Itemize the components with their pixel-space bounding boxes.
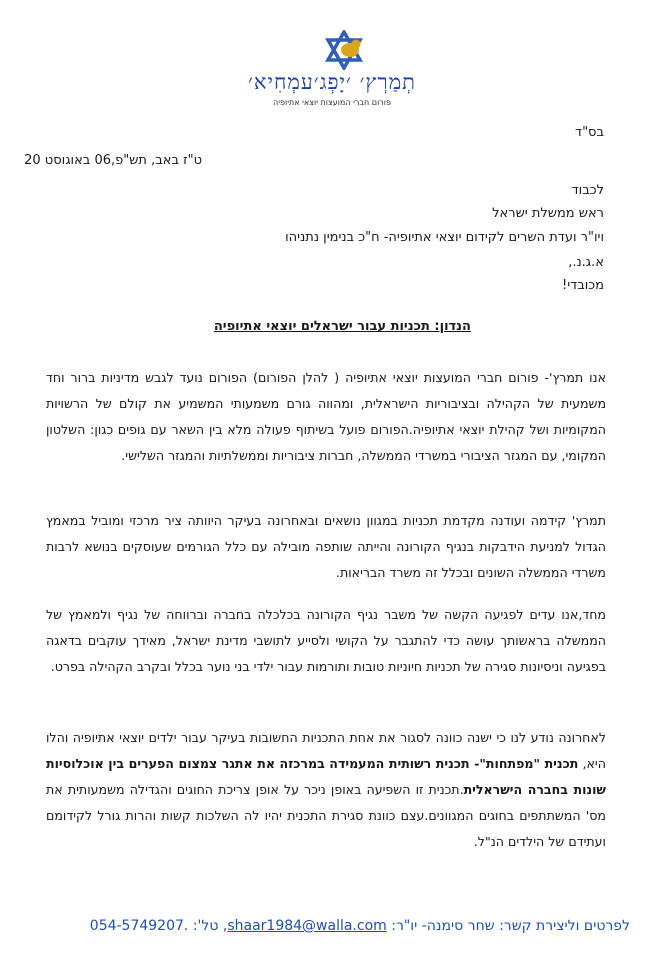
contact-phone: 054-5749207. — [89, 918, 189, 934]
paragraph-4-program: תכנית "מפתחות"- תכנית רשותית המעמידה במרכזה את אתגר צמצום הפערים בין אוכלוסיות שונות בחברה הישראלית — [46, 756, 606, 797]
recipient-line-2: ויו"ר ועדת השרים לקידום יוצאי אתיופיה- ח"כ בנימין נתניהו — [285, 230, 604, 245]
forum-logo — [228, 28, 436, 108]
contact-footer — [58, 918, 630, 934]
logo-subtitle: פורום חברי המועצות יוצאי אתיופיה — [273, 98, 391, 107]
letter-date: ט"ז באב, תש"פ,06 באוגוסט 20 — [24, 153, 202, 168]
paragraph-4 — [46, 725, 606, 855]
recipient-line-1: ראש ממשלת ישראל — [492, 206, 604, 221]
paragraph-3: מחד,אנו עדים לפגיעה הקשה של משבר נגיף הקורונה בכלכלה בחברה וברווחה של נגיף ולמאמץ של הממשלה בראשותך עושה כדי להתגבר על הקושי ולסייע לתושבי מדינת ישראל, מאידך עוקבים בדאגה בפגיעה וניסיונות סגירה של תכניות חיוניות טובות ותורמות עבור ילדי בני נוער בכלל ובקרב הקהילה בפרט. — [46, 607, 606, 674]
logo-name: תְמַרְץ׳ ׳יָפְג׳עמְחִיא׳ — [248, 70, 416, 94]
salutation-abbrev: א.ג.נ., — [568, 255, 604, 270]
greeting: מכובדי! — [562, 278, 604, 293]
star-of-david-lion-icon — [320, 30, 368, 70]
phone-label: , טל': — [192, 918, 228, 934]
contact-label: לפרטים וליצירת קשר: שחר סימנה- יו"ר: — [391, 918, 630, 934]
paragraph-4-intro: לאחרונה נודע לנו כי ישנה כוונה לסגור את אחת התכניות החשובות בעיקר עבור ילדים יוצאי אתיופיה והלו היא, — [46, 730, 606, 771]
bsd-mark: בס"ד — [574, 125, 604, 140]
paragraph-1: אנו תמרץ'- פורום חברי המועצות יוצאי אתיופיה ( להלן הפורום) הפורום נועד לגבש מדיניות ברור וחד משמעית של הקהילה ובציבוריות הישראלית, ומהווה גורם משמעותי המשמיע את קולם של הרשויות המקומיות ושל קהילת יוצאי אתיופיה.הפורום פועל בשיתוף פעולה מלא בין השאר עם גופים כגון: השלטון המקומי, עם המגזר הציבורי במשרדי הממשלה, חברות ציבוריות וממשלתיות והמגזר השלישי. — [46, 370, 606, 463]
to-label: לכבוד — [571, 183, 604, 198]
paragraph-2: תמרץ' קידמה ועודנה מקדמת תכניות במגוון נושאים ובאחרונה בעיקר היוותה ציר מרכזי ומוביל במאמץ הגדול למניעת הידבקות בנגיף הקורונה והייתה שותפה מובילה עם כלל הגורמים שעוסקים בנושא לרבות משרדי הממשלה השונים ובכלל זה משרד הבריאות. — [46, 513, 606, 580]
paragraph-4-rest: .תכנית זו השפיעה באופן ניכר על אופן צריכת החוגים והגדילה משמעותית את מס' המשתתפים בחוגים המגוונים.עצם כוונת סגירת התכנית יהיו לה השלכות קשות והרות גורל לקידומם ועתידם של הילדים הנ"ל. — [46, 782, 606, 849]
subject-line: הנדון: תכניות עבור ישראלים יוצאי אתיופיה — [213, 319, 471, 334]
contact-email-link[interactable]: shaar1984@walla.com — [227, 918, 387, 934]
